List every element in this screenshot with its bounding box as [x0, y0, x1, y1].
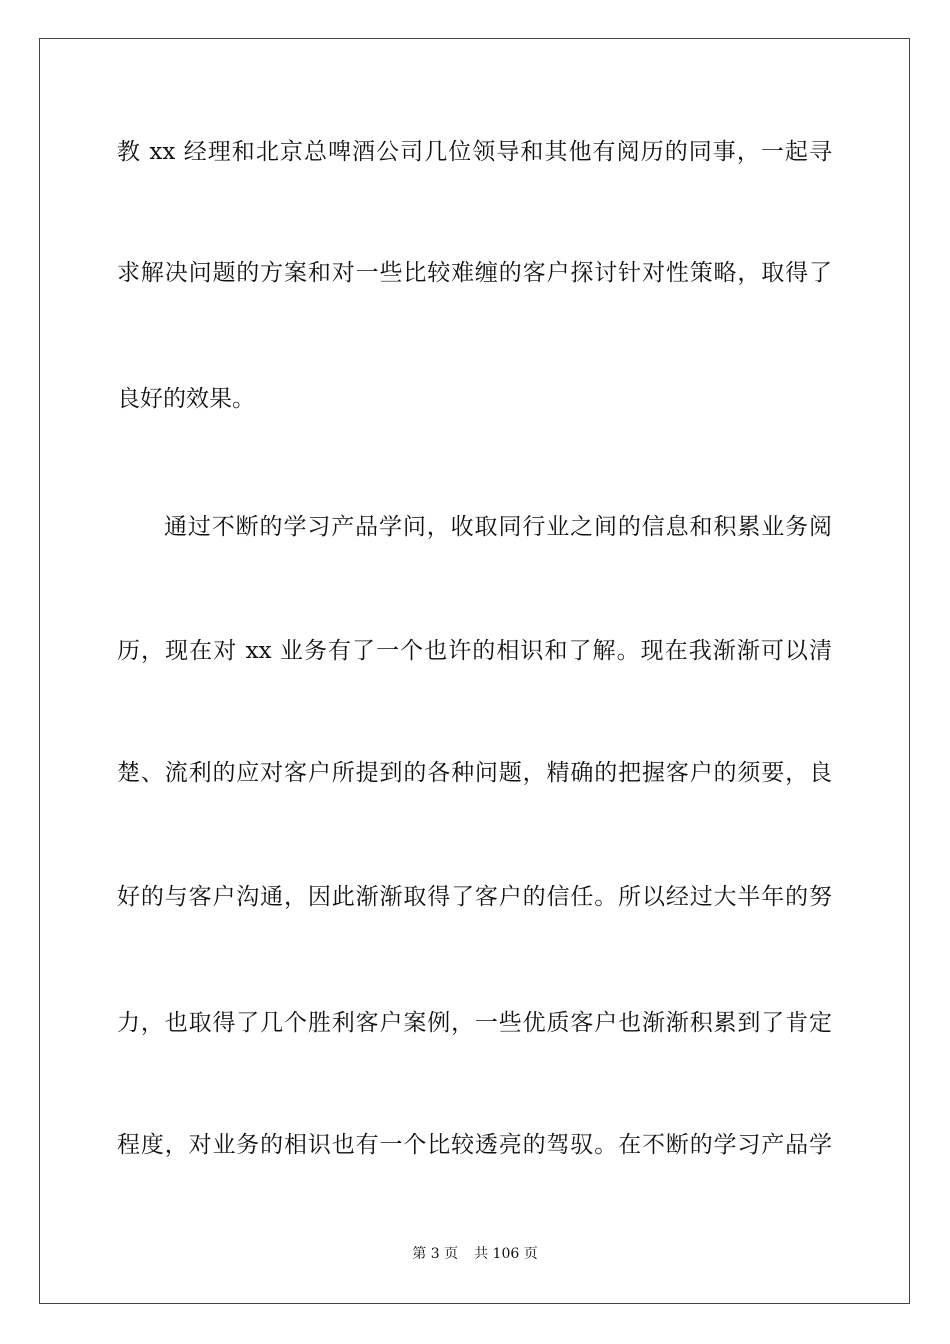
text-line-7: 好的与客户沟通，因此渐渐取得了客户的信任。所以经过大半年的努: [117, 884, 832, 910]
page-total: 共 106 页: [474, 1246, 538, 1262]
text-line-6: 楚、流利的应对客户所提到的各种问题，精确的把握客户的须要，良: [117, 760, 832, 786]
text-line-1: 教 xx 经理和北京总啤酒公司几位领导和其他有阅历的同事，一起寻: [117, 139, 832, 165]
text-line-5: 历，现在对 xx 业务有了一个也许的相识和了解。现在我渐渐可以清: [117, 638, 832, 664]
text-line-4: 通过不断的学习产品学问，收取同行业之间的信息和积累业务阅: [164, 514, 832, 540]
text-line-9: 程度，对业务的相识也有一个比较透亮的驾驭。在不断的学习产品学: [117, 1132, 832, 1158]
text-line-3: 良好的效果。: [117, 386, 255, 412]
text-line-2: 求解决问题的方案和对一些比较难缠的客户探讨针对性策略，取得了: [117, 260, 832, 286]
page-footer: [0, 1245, 950, 1263]
page-number: 第 3 页: [412, 1246, 459, 1262]
page-frame: [39, 38, 910, 1304]
text-line-8: 力，也取得了几个胜利客户案例，一些优质客户也渐渐积累到了肯定: [117, 1010, 832, 1036]
